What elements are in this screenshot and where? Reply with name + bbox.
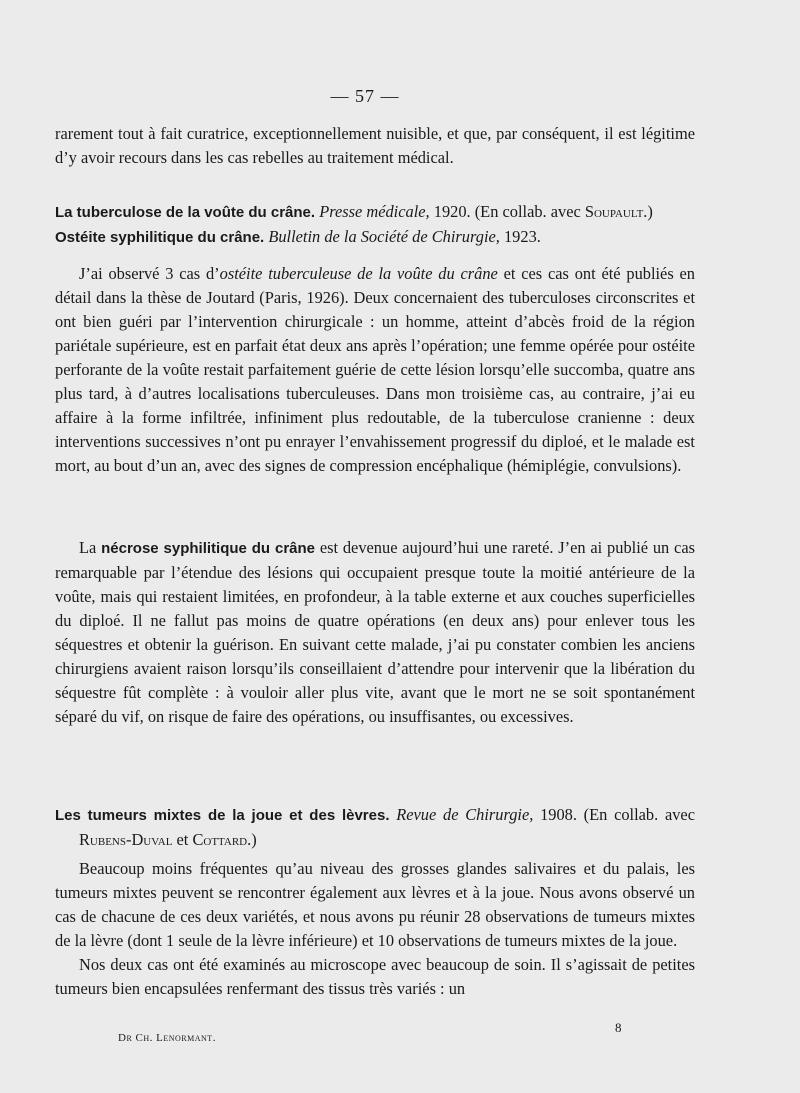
reference-title: Ostéite syphilitique du crâne. <box>55 229 265 246</box>
footer-author: Dr Ch. Lenormant. <box>118 1032 216 1044</box>
page-number: — 57 — <box>330 86 400 106</box>
reference-end: .) <box>643 202 653 221</box>
body-paragraph <box>55 536 695 729</box>
paragraph-tuberculose <box>55 262 695 478</box>
intro-paragraph <box>55 122 695 170</box>
body-paragraph <box>55 262 695 478</box>
paragraph-necrose <box>55 536 695 729</box>
reference-journal: Presse médicale, <box>319 202 430 221</box>
body-paragraph: Nos deux cas ont été examinés au microscope avec beaucoup de soin. Il s’agissait de petites tumeurs bien encapsulées renfermant des tissus très variés : un <box>55 955 695 998</box>
reference-end: .) <box>247 830 257 849</box>
body-text: est devenue aujourd’hui une rareté. J’en ai publié un cas remarquable par l’étendue des lésions qui occupaient presque toute la moitié antérieure de la voûte, mais qui restaient limitées, en profondeur, à la table externe et aux couches superficielles du diploé. Il ne fallut pas moins de quatre opérations (en deux ans) pour enlever tous les séquestres et obtenir la guérison. En suivant cette malade, j’ai pu constater combien les anciens chirurgiens avaient raison lorsqu’ils conseillaient d’attendre pour intervenir que la libération du séquestre fût complète : à vouloir aller plus vite, avant que le mort ne se soit spontanément séparé du vif, on risque de faire des opérations, ou insuffisantes, ou excessives. <box>55 538 695 726</box>
reference-title: La tuberculose de la voûte du crâne. <box>55 204 316 221</box>
reference-journal: Revue de Chirurgie, <box>396 805 534 824</box>
reference-year: 1923. <box>503 227 541 246</box>
reference-author: Rubens-Duval <box>79 830 173 849</box>
signature-number: 8 <box>615 1020 622 1035</box>
reference-and: et <box>172 830 193 849</box>
reference-journal: Bulletin de la Société de Chirurgie, <box>268 227 500 246</box>
reference-block-1 <box>55 200 695 250</box>
intro-text: rarement tout à fait curatrice, exceptionnellement nuisible, et que, par conséquent, il est légitime d’y avoir recours dans les cas rebelles au traitement médical. <box>55 124 695 167</box>
body-bold: nécrose syphilitique du crâne <box>101 540 316 557</box>
paragraph-tumeurs <box>55 857 695 1001</box>
reference-block-2 <box>55 803 695 852</box>
reference-year: 1920. (En collab. avec <box>433 202 585 221</box>
reference-title: Les tumeurs mixtes de la joue et des lèvres. <box>55 807 390 824</box>
reference-author: Soupault <box>584 202 644 221</box>
body-text: et ces cas ont été publiés en détail dans la thèse de Joutard (Paris, 1926). Deux concernaient des tuberculoses circonscrites et ont bien guéri par l’intervention chirurgicale : un homme, atteint d’abcès froid de la région pariétale supérieure, est en parfait état deux ans après l’opération; une femme opérée pour ostéite perforante de la voûte restait parfaitement guérie de cette lésion lorsqu’elle succomba, quatre ans plus tard, à d’autres localisations tuberculeuses. Dans mon troisième cas, au contraire, j’ai eu affaire à la forme infiltrée, infiniment plus redoutable, de la tuberculose cranienne : deux interventions successives n’ont pu enrayer l’envahissement progressif du diploé, et le malade est mort, au bout d’un an, avec des signes de compression encéphalique (hémiplégie, convulsions). <box>55 264 695 475</box>
reference-tuberculose <box>55 200 695 225</box>
body-italic: ostéite tuberculeuse de la voûte du crâne <box>219 264 498 283</box>
reference-tumeurs <box>55 803 695 852</box>
body-text: J’ai observé 3 cas d’ <box>79 264 220 283</box>
body-paragraph: Beaucoup moins fréquentes qu’au niveau des grosses glandes salivaires et du palais, les tumeurs mixtes peuvent se rencontrer également aux lèvres et à la joue. Nous avons observé un cas de chacune de ces deux variétés, et nous avons pu réunir 28 observations de tumeurs mixtes de la lèvre (dont 1 seule de la lèvre inférieure) et 10 observations de tumeurs mixtes de la joue. <box>55 859 695 950</box>
reference-author: Cottard <box>192 830 248 849</box>
reference-osteite <box>55 225 695 250</box>
body-text: La <box>79 538 102 557</box>
reference-year: 1908. (En collab. avec <box>540 805 695 824</box>
